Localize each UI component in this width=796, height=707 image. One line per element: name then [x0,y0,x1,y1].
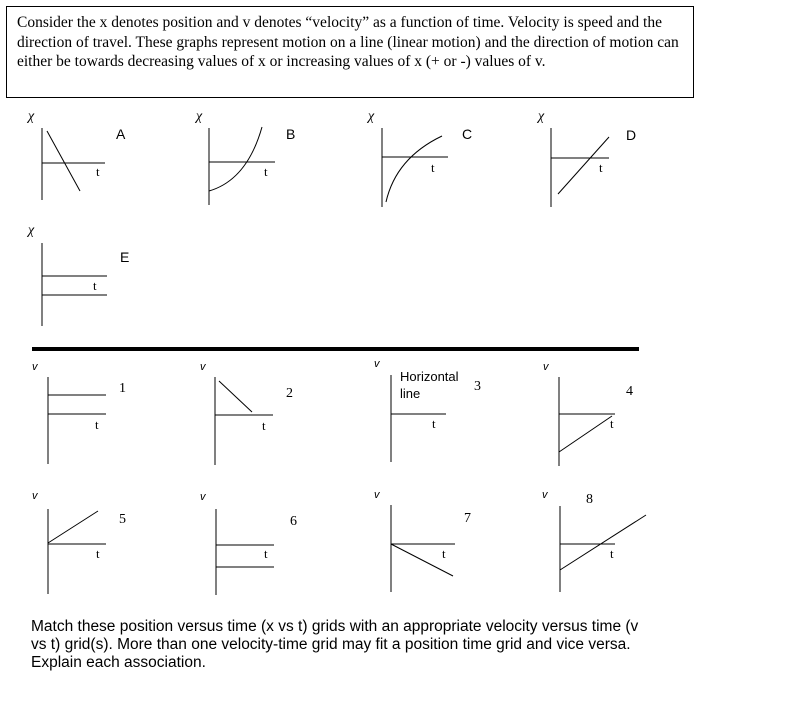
velocity-curve [48,511,98,543]
v-axis-symbol: v [200,491,206,503]
graph-label-4: 4 [626,384,633,399]
x-axis-symbol: χ [28,109,35,124]
t-label: t [262,418,266,433]
graph-label-8: 8 [586,492,593,507]
graph-label-e: E [120,249,130,265]
t-label: t [431,160,435,175]
position-graph-d [536,109,636,207]
graph-label-3: 3 [474,379,481,394]
velocity-graph-3 [374,358,481,462]
v-axis-symbol: v [543,361,549,373]
t-label: t [96,164,100,179]
position-curve [209,127,262,191]
velocity-graph-4 [543,361,633,466]
t-label: t [442,546,446,561]
x-axis-symbol: χ [28,223,35,238]
x-axis-symbol: χ [196,109,203,124]
velocity-graph-1 [32,361,126,464]
x-axis-symbol: χ [368,109,375,124]
velocity-graph-2 [200,361,293,465]
graph-label-2: 2 [286,386,293,401]
graph-label-a: A [116,126,126,142]
v-axis-symbol: v [542,489,548,501]
velocity-graph-5 [32,490,126,594]
t-label: t [610,416,614,431]
v-axis-symbol: v [374,358,380,370]
graph-label-7: 7 [464,511,471,526]
graph-label-b: B [286,126,296,142]
graph-label-d: D [626,127,637,143]
instructions-text: Match these position versus time (x vs t) grids with an appropriate velocity versus time (v vs t) grid(s). More than one velocity-time grid may fit a position time grid and vice versa. Explain each association. [31,618,639,671]
position-curve [47,131,80,191]
t-label: t [264,164,268,179]
velocity-graph-8 [542,489,646,592]
velocity-curve [219,381,252,412]
t-label: t [93,278,97,293]
position-graph-a [26,109,126,200]
graph-label-5: 5 [119,512,126,527]
t-label: t [264,546,268,561]
t-label: t [432,416,436,431]
v-axis-symbol: v [32,490,38,502]
v-axis-symbol: v [374,489,380,501]
position-graph-c [366,109,472,207]
t-label: t [95,417,99,432]
graph-label-c: C [462,126,473,142]
graph-label-6: 6 [290,514,297,529]
velocity-curve [559,416,612,452]
v-axis-symbol: v [32,361,38,373]
v-axis-symbol: v [200,361,206,373]
velocity-graph-6 [200,491,297,595]
t-label: t [96,546,100,561]
t-label: t [610,546,614,561]
graph-label-1: 1 [119,381,126,396]
position-graph-e [26,223,129,326]
velocity-curve [560,515,646,570]
position-graph-b [194,109,295,205]
intro-text: Consider the x denotes position and v denotes “velocity” as a function of time. Velocity is speed and the direction of travel. These graphs represent motion on a line (linear motion) and the direction of motion can either be towards decreasing values of x or increasing values of x (+ or -) values of v. [17,14,679,70]
horizontal-line-note: Horizontal line [400,369,459,401]
x-axis-symbol: χ [538,109,545,124]
velocity-graph-7 [374,489,471,592]
t-label: t [599,160,603,175]
